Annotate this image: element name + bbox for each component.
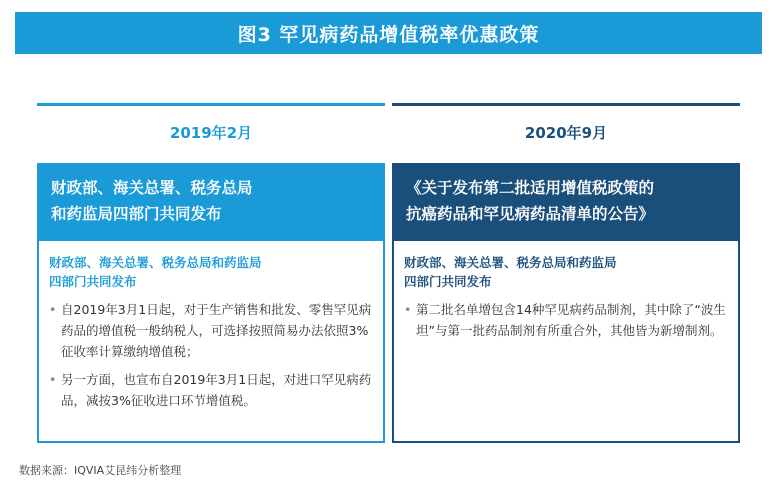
policy-header — [392, 163, 740, 241]
policy-body — [37, 241, 385, 443]
policy-body — [392, 241, 740, 443]
bullet-dot-icon: • — [49, 302, 57, 317]
policy-header-line: 抗癌药品和罕见病药品清单的公告》 — [406, 205, 655, 223]
issuer-line: 财政部、海关总署、税务总局和药监局 — [49, 255, 262, 270]
policy-bullet — [49, 299, 373, 362]
policy-bullet — [404, 299, 728, 341]
bullet-text: 另一方面，也宣布自2019年3月1日起，对进口罕见病药品，减按3%征收进口环节增值税。 — [61, 372, 372, 408]
bullet-dot-icon: • — [49, 372, 57, 387]
policy-date: 2020年9月 — [524, 123, 608, 142]
policy-issuer — [404, 253, 728, 291]
issuer-line: 财政部、海关总署、税务总局和药监局 — [404, 255, 617, 270]
policy-column-2020 — [392, 103, 740, 443]
data-source-note: 数据来源：IQVIA艾昆纬分析整理 — [19, 464, 182, 477]
bullet-text: 第二批名单增包含14种罕见病药品制剂，其中除了“波生坦”与第一批药品制剂有所重合外，其他皆为新增制剂。 — [416, 302, 726, 338]
policy-issuer — [49, 253, 373, 291]
policy-header-line: 和药监局四部门共同发布 — [51, 205, 222, 223]
policy-header — [37, 163, 385, 241]
policy-column-2019 — [37, 103, 385, 443]
policy-date: 2019年2月 — [169, 123, 253, 142]
bullet-text: 自2019年3月1日起，对于生产销售和批发、零售罕见病药品的增值税一般纳税人，可选择按照简易办法依照3%征收率计算缴纳增值税； — [61, 302, 372, 359]
issuer-line: 四部门共同发布 — [49, 274, 137, 289]
bullet-dot-icon: • — [404, 302, 412, 317]
issuer-line: 四部门共同发布 — [404, 274, 492, 289]
figure-title: 图3 罕见病药品增值税率优惠政策 — [15, 12, 762, 54]
policy-bullet — [49, 369, 373, 411]
policy-header-line: 财政部、海关总署、税务总局 — [51, 179, 253, 197]
policy-header-line: 《关于发布第二批适用增值税政策的 — [406, 179, 655, 197]
